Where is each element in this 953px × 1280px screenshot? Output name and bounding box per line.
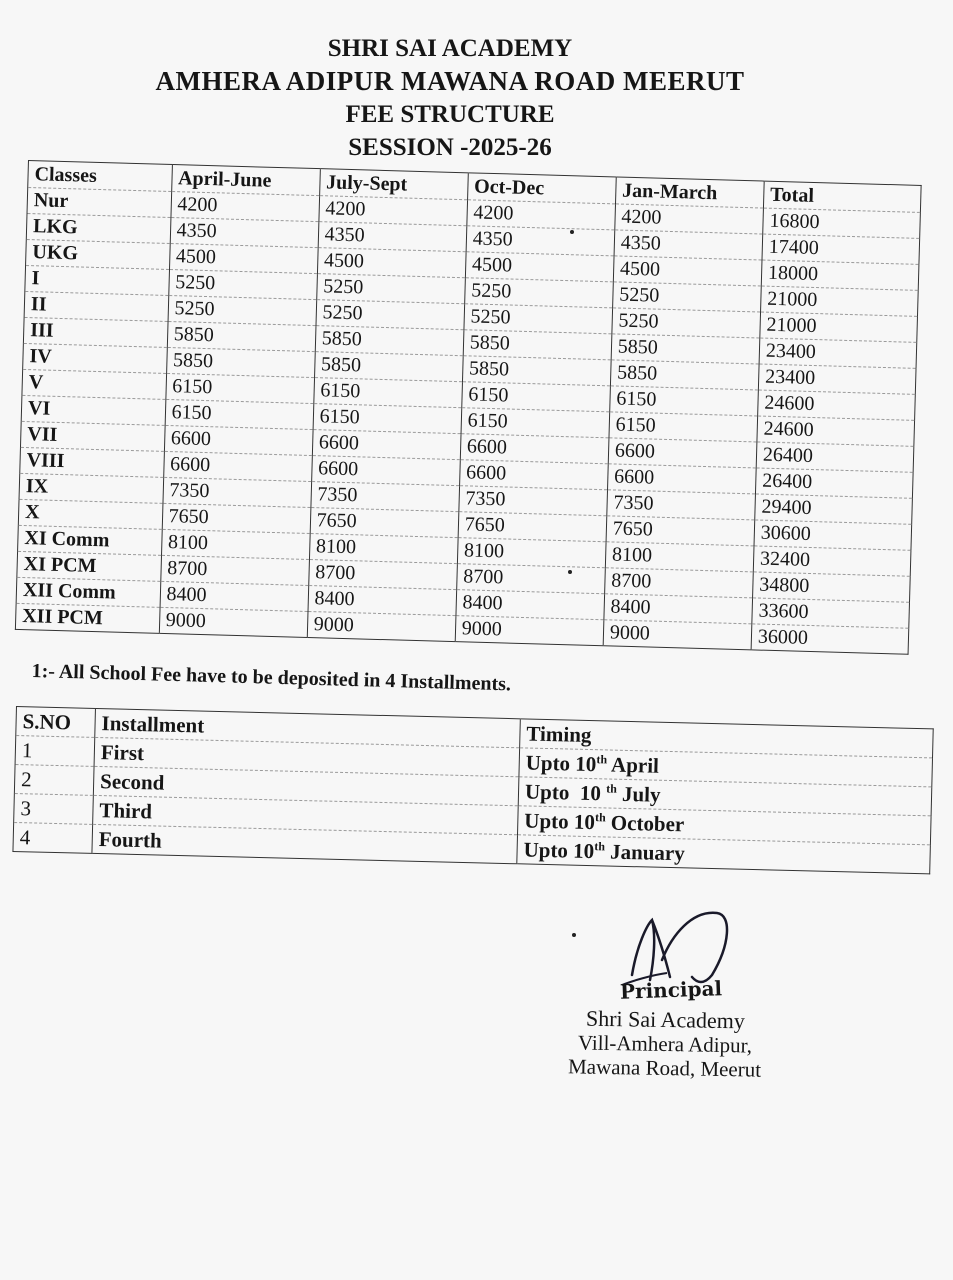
quarter-fee-cell: 7350 (607, 490, 756, 520)
total-fee-cell: 24600 (758, 390, 916, 420)
quarter-fee-cell: 4200 (467, 200, 616, 230)
session-label: SESSION -2025-26 (348, 134, 552, 161)
fee-table-header: Total (763, 181, 921, 212)
stamp-line-2: Vill-Amhera Adipur, (577, 1030, 753, 1058)
fee-structure-table (15, 160, 922, 655)
quarter-fee-cell: 5850 (462, 356, 611, 386)
stamp-line-1: Shri Sai Academy (585, 1005, 746, 1034)
ink-speck (572, 933, 576, 937)
quarter-fee-cell: 6600 (607, 464, 756, 494)
quarter-fee-cell: 5850 (463, 330, 612, 360)
class-name-cell: III (23, 317, 167, 347)
total-fee-cell: 21000 (760, 286, 918, 316)
installment-name: First (94, 737, 520, 776)
total-fee-cell: 21000 (760, 312, 918, 342)
quarter-fee-cell: 5850 (315, 326, 464, 356)
total-fee-cell: 23400 (759, 338, 917, 368)
document-title: FEE STRUCTURE (345, 101, 555, 128)
total-fee-cell: 36000 (751, 624, 909, 654)
timing-ordinal: th (594, 809, 606, 824)
class-name-cell: UKG (26, 239, 170, 269)
document-header (100, 32, 800, 164)
quarter-fee-cell: 6150 (609, 412, 758, 442)
quarter-fee-cell: 4350 (170, 218, 319, 248)
class-name-cell: XI PCM (17, 551, 161, 581)
installment-note: 1:- All School Fee have to be deposited in 4 Installments. (31, 660, 512, 696)
installment-table (12, 706, 933, 874)
class-name-cell: XII Comm (16, 577, 160, 607)
quarter-fee-cell: 7650 (162, 503, 311, 533)
class-name-cell: I (25, 265, 169, 295)
installment-header-name: Installment (95, 708, 521, 747)
class-name-cell: X (18, 499, 162, 529)
total-fee-cell: 34800 (752, 572, 910, 602)
timing-ordinal: th (596, 751, 608, 766)
installment-sno: 1 (15, 736, 95, 767)
fee-table-header: April-June (171, 165, 320, 196)
quarter-fee-cell: 7350 (459, 486, 608, 516)
class-name-cell: VIII (20, 447, 164, 477)
quarter-fee-cell: 4500 (169, 243, 318, 273)
quarter-fee-cell: 5850 (167, 321, 316, 351)
quarter-fee-cell: 4350 (318, 222, 467, 252)
quarter-fee-cell: 5250 (464, 278, 613, 308)
class-name-cell: IV (23, 343, 167, 373)
quarter-fee-cell: 8400 (604, 594, 753, 624)
quarter-fee-cell: 7650 (310, 508, 459, 538)
fee-table-header: July-Sept (319, 169, 468, 200)
quarter-fee-cell: 7650 (606, 516, 755, 546)
quarter-fee-cell: 8100 (605, 542, 754, 572)
quarter-fee-cell: 8400 (160, 581, 309, 611)
installment-header-sno: S.NO (16, 707, 96, 738)
quarter-fee-cell: 8400 (456, 590, 605, 620)
installment-name: Fourth (92, 824, 518, 863)
quarter-fee-cell: 5250 (316, 274, 465, 304)
quarter-fee-cell: 9000 (159, 607, 308, 637)
quarter-fee-cell: 6150 (313, 404, 462, 434)
class-name-cell: VI (21, 395, 165, 425)
quarter-fee-cell: 6600 (460, 434, 609, 464)
quarter-fee-cell: 6150 (313, 378, 462, 408)
quarter-fee-cell: 6150 (165, 399, 314, 429)
quarter-fee-cell: 6600 (608, 438, 757, 468)
quarter-fee-cell: 5250 (612, 308, 761, 338)
quarter-fee-cell: 4500 (613, 256, 762, 286)
total-fee-cell: 18000 (761, 260, 919, 290)
class-name-cell: XI Comm (18, 525, 162, 555)
quarter-fee-cell: 5850 (166, 347, 315, 377)
quarter-fee-cell: 5850 (610, 360, 759, 390)
timing-ordinal: th (594, 838, 606, 853)
quarter-fee-cell: 5250 (168, 269, 317, 299)
stamp-line-3: Mawana Road, Meerut (567, 1054, 762, 1082)
quarter-fee-cell: 9000 (455, 616, 604, 646)
quarter-fee-cell: 8700 (456, 564, 605, 594)
quarter-fee-cell: 7350 (311, 482, 460, 512)
installment-name: Third (93, 795, 519, 834)
ink-speck (568, 570, 572, 574)
class-name-cell: IX (19, 473, 163, 503)
class-name-cell: LKG (26, 213, 170, 243)
class-name-cell: VII (20, 421, 164, 451)
quarter-fee-cell: 4500 (317, 248, 466, 278)
quarter-fee-cell: 4350 (614, 230, 763, 260)
total-fee-cell: 29400 (755, 494, 913, 524)
total-fee-cell: 32400 (753, 546, 911, 576)
school-address: AMHERA ADIPUR MAWANA ROAD MEERUT (155, 66, 745, 96)
timing-prefix: Upto 10 (524, 778, 607, 805)
class-name-cell: II (24, 291, 168, 321)
quarter-fee-cell: 5250 (612, 282, 761, 312)
quarter-fee-cell: 7350 (163, 477, 312, 507)
installment-header-timing: Timing (520, 719, 934, 758)
quarter-fee-cell: 6600 (459, 460, 608, 490)
quarter-fee-cell: 9000 (307, 611, 456, 641)
quarter-fee-cell: 5250 (464, 304, 613, 334)
total-fee-cell: 17400 (762, 234, 920, 264)
installment-sno: 2 (14, 764, 94, 795)
quarter-fee-cell: 6150 (165, 373, 314, 403)
quarter-fee-cell: 4500 (465, 252, 614, 282)
quarter-fee-cell: 6600 (311, 456, 460, 486)
quarter-fee-cell: 6600 (164, 425, 313, 455)
quarter-fee-cell: 5850 (611, 334, 760, 364)
school-name: SHRI SAI ACADEMY (327, 35, 573, 62)
quarter-fee-cell: 8100 (457, 538, 606, 568)
installment-sno: 3 (14, 793, 94, 824)
quarter-fee-cell: 8700 (160, 555, 309, 585)
quarter-fee-cell: 8100 (309, 534, 458, 564)
ink-speck (570, 230, 574, 234)
installment-sno: 4 (13, 822, 93, 853)
installment-name: Second (93, 766, 519, 805)
class-name-cell: V (22, 369, 166, 399)
timing-ordinal: th (606, 780, 618, 796)
timing-month: October (605, 809, 685, 836)
quarter-fee-cell: 4350 (466, 226, 615, 256)
principal-label: Principal (619, 976, 723, 1004)
quarter-fee-cell: 6150 (462, 382, 611, 412)
quarter-fee-cell: 5850 (314, 352, 463, 382)
quarter-fee-cell: 6150 (461, 408, 610, 438)
quarter-fee-cell: 8100 (161, 529, 310, 559)
total-fee-cell: 26400 (755, 468, 913, 498)
quarter-fee-cell: 6600 (163, 451, 312, 481)
total-fee-cell: 26400 (756, 442, 914, 472)
quarter-fee-cell: 4200 (171, 192, 320, 222)
quarter-fee-cell: 4200 (319, 196, 468, 226)
total-fee-cell: 30600 (754, 520, 912, 550)
quarter-fee-cell: 8700 (604, 568, 753, 598)
quarter-fee-cell: 8400 (308, 585, 457, 615)
school-stamp (559, 1006, 770, 1082)
quarter-fee-cell: 4200 (615, 204, 764, 234)
quarter-fee-cell: 6600 (312, 430, 461, 460)
timing-month: January (604, 838, 686, 865)
timing-month: April (606, 751, 660, 778)
quarter-fee-cell: 8700 (308, 560, 457, 590)
total-fee-cell: 23400 (758, 364, 916, 394)
class-name-cell: Nur (27, 188, 171, 218)
timing-month: July (616, 781, 661, 807)
fee-table-header: Oct-Dec (467, 173, 616, 204)
quarter-fee-cell: 5250 (316, 300, 465, 330)
quarter-fee-cell: 7650 (458, 512, 607, 542)
quarter-fee-cell: 5250 (168, 295, 317, 325)
total-fee-cell: 24600 (757, 416, 915, 446)
quarter-fee-cell: 6150 (610, 386, 759, 416)
timing-prefix: Upto 10 (525, 749, 597, 776)
total-fee-cell: 16800 (763, 208, 921, 238)
quarter-fee-cell: 9000 (603, 620, 752, 650)
timing-prefix: Upto 10 (524, 807, 596, 834)
fee-table-header: Classes (28, 161, 172, 192)
class-name-cell: XII PCM (15, 603, 159, 633)
fee-table-header: Jan-March (615, 177, 764, 208)
total-fee-cell: 33600 (752, 598, 910, 628)
timing-prefix: Upto 10 (523, 836, 595, 863)
